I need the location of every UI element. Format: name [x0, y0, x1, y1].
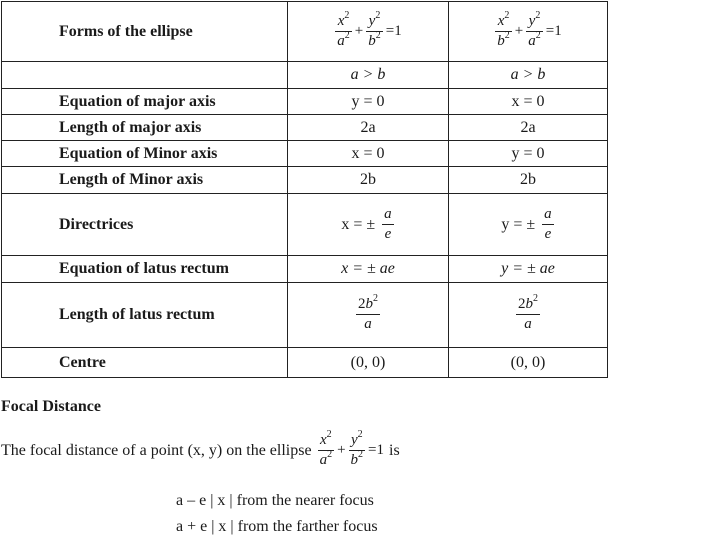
- row-value-2: 2b: [449, 167, 608, 194]
- latus-length-2: $\frac{2b^2}{a}$: [449, 283, 608, 348]
- row-value-1: (0, 0): [288, 348, 449, 378]
- latus-length-1: $\frac{2b^2}{a}$: [288, 283, 449, 348]
- condition-2: a > b: [449, 62, 608, 89]
- table-row: [2, 283, 608, 348]
- table-header-row: [2, 2, 608, 62]
- row-label: Directrices: [2, 194, 288, 256]
- row-value-1: 2b: [288, 167, 449, 194]
- row-label: Equation of major axis: [2, 89, 288, 115]
- form-2-equation: $\frac{x^2}{b^2}$ + $\frac{y^2}{a^2}$ =1: [449, 2, 608, 62]
- sentence-text: The focal distance of a point (x, y) on the ellipse: [1, 441, 312, 459]
- row-label: Equation of latus rectum: [2, 256, 288, 283]
- nearer-focus-line: a – e | x | from the nearer focus: [176, 492, 374, 509]
- row-value-1: x = 0: [288, 141, 449, 167]
- condition-label-cell: [2, 62, 288, 89]
- focal-distance-heading: Focal Distance: [1, 398, 101, 415]
- form-1-equation: $\frac{x^2}{a^2}$ + $\frac{y^2}{b^2}$ =1: [288, 2, 449, 62]
- row-label: Centre: [2, 348, 288, 378]
- condition-1: a > b: [288, 62, 449, 89]
- focal-distance-sentence: [1, 429, 400, 469]
- table-row: [2, 167, 608, 194]
- row-value-1: 2a: [288, 115, 449, 141]
- directrix-2: y = ± $\frac{a}{e}$: [449, 194, 608, 256]
- farther-focus-line: a + e | x | from the farther focus: [176, 518, 378, 535]
- forms-label: Forms of the ellipse: [2, 2, 288, 62]
- directrix-1: x = ± $\frac{a}{e}$: [288, 194, 449, 256]
- row-value-2: x = 0: [449, 89, 608, 115]
- ellipse-properties-table: [1, 1, 608, 378]
- row-value-1: x = ± ae: [288, 256, 449, 283]
- row-label: Length of major axis: [2, 115, 288, 141]
- table-row: [2, 194, 608, 256]
- ellipse-equation: $\frac{x^2}{a^2}$ + $\frac{y^2}{b^2}$ =1: [319, 429, 384, 468]
- table-row: [2, 89, 608, 115]
- row-value-1: y = 0: [288, 89, 449, 115]
- row-label: Length of Minor axis: [2, 167, 288, 194]
- table-row: [2, 62, 608, 89]
- row-value-2: 2a: [449, 115, 608, 141]
- row-label: Equation of Minor axis: [2, 141, 288, 167]
- sentence-end: is: [389, 441, 400, 459]
- table-row: [2, 348, 608, 378]
- row-label: Length of latus rectum: [2, 283, 288, 348]
- row-value-2: y = 0: [449, 141, 608, 167]
- row-value-2: (0, 0): [449, 348, 608, 378]
- table-row: [2, 115, 608, 141]
- table-row: [2, 141, 608, 167]
- row-value-2: y = ± ae: [449, 256, 608, 283]
- table-row: [2, 256, 608, 283]
